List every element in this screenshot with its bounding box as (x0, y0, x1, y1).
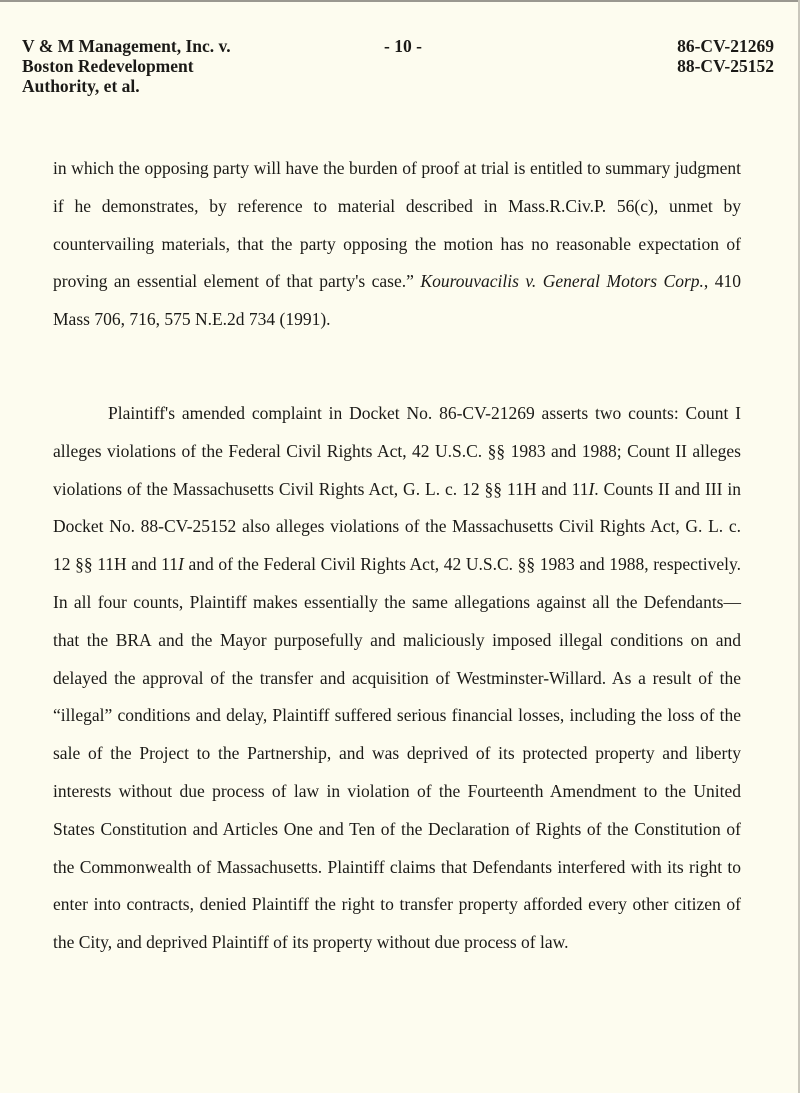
paragraph-continuation (53, 150, 741, 339)
top-edge-rule (0, 0, 800, 2)
case-caption-line: V & M Management, Inc. v. (22, 36, 231, 56)
case-caption-line: Authority, et al. (22, 76, 140, 96)
paragraph-text: in which the opposing party will have the burden of proof at trial is entitled to summary judgment if he demonstrates, by reference to material described in Mass.R.Civ.P. 56(c), unmet by countervailing materials, that the party opposing the motion has no reasonable expectation of proving an essential element of that party's case.” (53, 158, 741, 292)
citation-reporter: , 410 Mass 706, 716, 575 N.E.2d 734 (1991). (53, 271, 742, 330)
docket-number: 86-CV-21269 (677, 36, 774, 56)
case-citation: Kourouvacilis v. General Motors Corp. (420, 271, 704, 292)
paragraph-counts (53, 395, 741, 962)
statute-italic-letter: I (178, 554, 184, 575)
case-caption-line: Boston Redevelopment (22, 56, 194, 76)
docket-number: 88-CV-25152 (677, 56, 774, 76)
paragraph-text: Plaintiff's amended complaint in Docket No. 86-CV-21269 asserts two counts: Count I alleges violations of the Federal Civil Rights Act, 42 U.S.C. §§ 1983 and 1988; Count II alleges violations of the Massachusetts Civil Rights Act, G. L. c. 12 §§ 11H and 11 (53, 403, 741, 499)
page-number: - 10 - (384, 36, 422, 56)
paragraph-text: . Counts II and III in Docket No. 88-CV-25152 also alleges violations of the Massachusetts Civil Rights Act, G. L. c. 12 §§ 11H and 11 (53, 478, 741, 575)
docket-numbers (677, 36, 774, 76)
page-header (22, 36, 774, 106)
paragraph-text: and of the Federal Civil Rights Act, 42 U.S.C. §§ 1983 and 1988, respectively. In all four counts, Plaintiff makes essentially the same allegations against all the Defendants—that the BRA and the Mayor purposefully and maliciously imposed illegal conditions on and delayed the approval of the transfer and acquisition of Westminster-Willard. As a result of the “illegal” conditions and delay, Plaintiff suffered serious financial losses, including the loss of the sale of the Project to the Partnership, and was deprived of its protected property and liberty interests without due process of law in violation of the Fourteenth Amendment to the United States Constitution and Articles One and Ten of the Declaration of Rights of the Constitution of the Commonwealth of Massachusetts. Plaintiff claims that Defendants interfered with its right to enter into contracts, denied Plaintiff the right to transfer property afforded every other citizen of the City, and deprived Plaintiff of its property without due process of law. (53, 554, 742, 953)
case-caption (22, 36, 231, 96)
statute-italic-letter: I (588, 478, 595, 499)
